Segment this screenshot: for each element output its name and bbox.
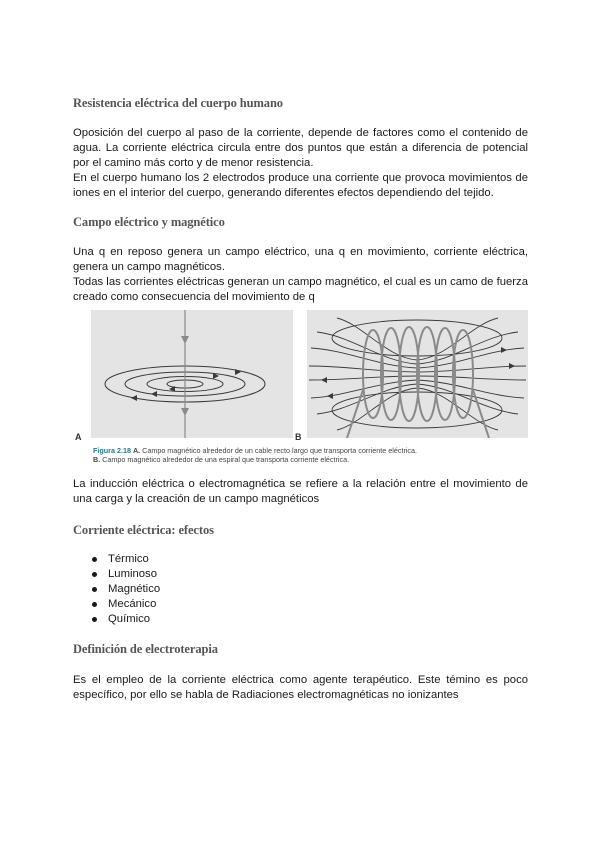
list-item-label: Mecánico [108,598,157,610]
heading-efectos: Corriente eléctrica: efectos [73,523,214,537]
bullet-icon [92,602,97,607]
figure-panel-a [91,310,293,438]
paragraph-definicion-1: Es el empleo de la corriente eléctrica como agente terapéutico. Este témino es poco específico, por ello se habla de Radiaciones electromagnéticas no ionizantes [73,674,528,701]
caption-b-text: Campo magnético alrededor de una espiral que transporta corriente eléctrica. [102,455,350,464]
paragraph-campo-1: Una q en reposo genera un campo eléctrico, una q en movimiento, corriente eléctrica, genera un campo magnéticos. [73,246,528,273]
caption-a-letter: A. [132,446,141,455]
bullet-icon [92,587,97,592]
caption-b-letter: B. [93,455,101,464]
figure-number: Figura 2.18 [93,446,131,455]
list-item-label: Magnético [108,583,161,595]
paragraph-resistencia-2: En el cuerpo humano los 2 electrodos produce una corriente que provoca movimientos de iones en el interior del cuerpo, generando diferentes efectos dependiendo del tejido. [73,172,528,199]
list-item [92,567,160,582]
heading-definicion: Definición de electroterapia [73,642,218,656]
effects-list [92,552,160,627]
bullet-icon [92,617,97,622]
list-item [92,552,160,567]
list-item [92,597,160,612]
paragraph-induccion-1: La inducción eléctrica o electromagnética se refiere a la relación entre el movimiento de una carga y la creación de un campo magnéticos [73,478,528,505]
paragraph-definicion [73,673,528,703]
bullet-icon [92,557,97,562]
figure-caption-line-a [93,446,417,455]
figure-label-a: A [75,432,82,442]
list-item [92,612,160,627]
caption-a-text: Campo magnético alrededor de un cable recto largo que transporta corriente eléctrica. [142,446,418,455]
figure-magnetic-fields [73,308,528,472]
straight-wire-field-illustration [91,310,293,438]
coil-field-illustration [307,310,528,438]
heading-campo: Campo eléctrico y magnético [73,215,225,229]
paragraph-campo-2: Todas las corrientes eléctricas generan un campo magnético, el cual es un camo de fuerza creado como consecuencia del movimiento de q [73,276,528,303]
figure-caption-line-b [93,455,417,464]
paragraph-resistencia-1: Oposición del cuerpo al paso de la corriente, depende de factores como el contenido de agua. La corriente eléctrica circula entre dos puntos que están a diferencia de potencial por el camino más corto y de menor resistencia. [73,127,528,169]
list-item-label: Luminoso [108,568,157,580]
figure-caption [93,446,417,464]
figure-panel-b [307,310,528,438]
list-item-label: Térmico [108,553,149,565]
figure-label-b: B [295,432,302,442]
heading-resistencia: Resistencia eléctrica del cuerpo humano [73,96,283,110]
list-item [92,582,160,597]
paragraph-induccion [73,477,528,507]
paragraph-campo [73,245,528,305]
bullet-icon [92,572,97,577]
paragraph-resistencia [73,126,528,201]
list-item-label: Químico [108,613,151,625]
